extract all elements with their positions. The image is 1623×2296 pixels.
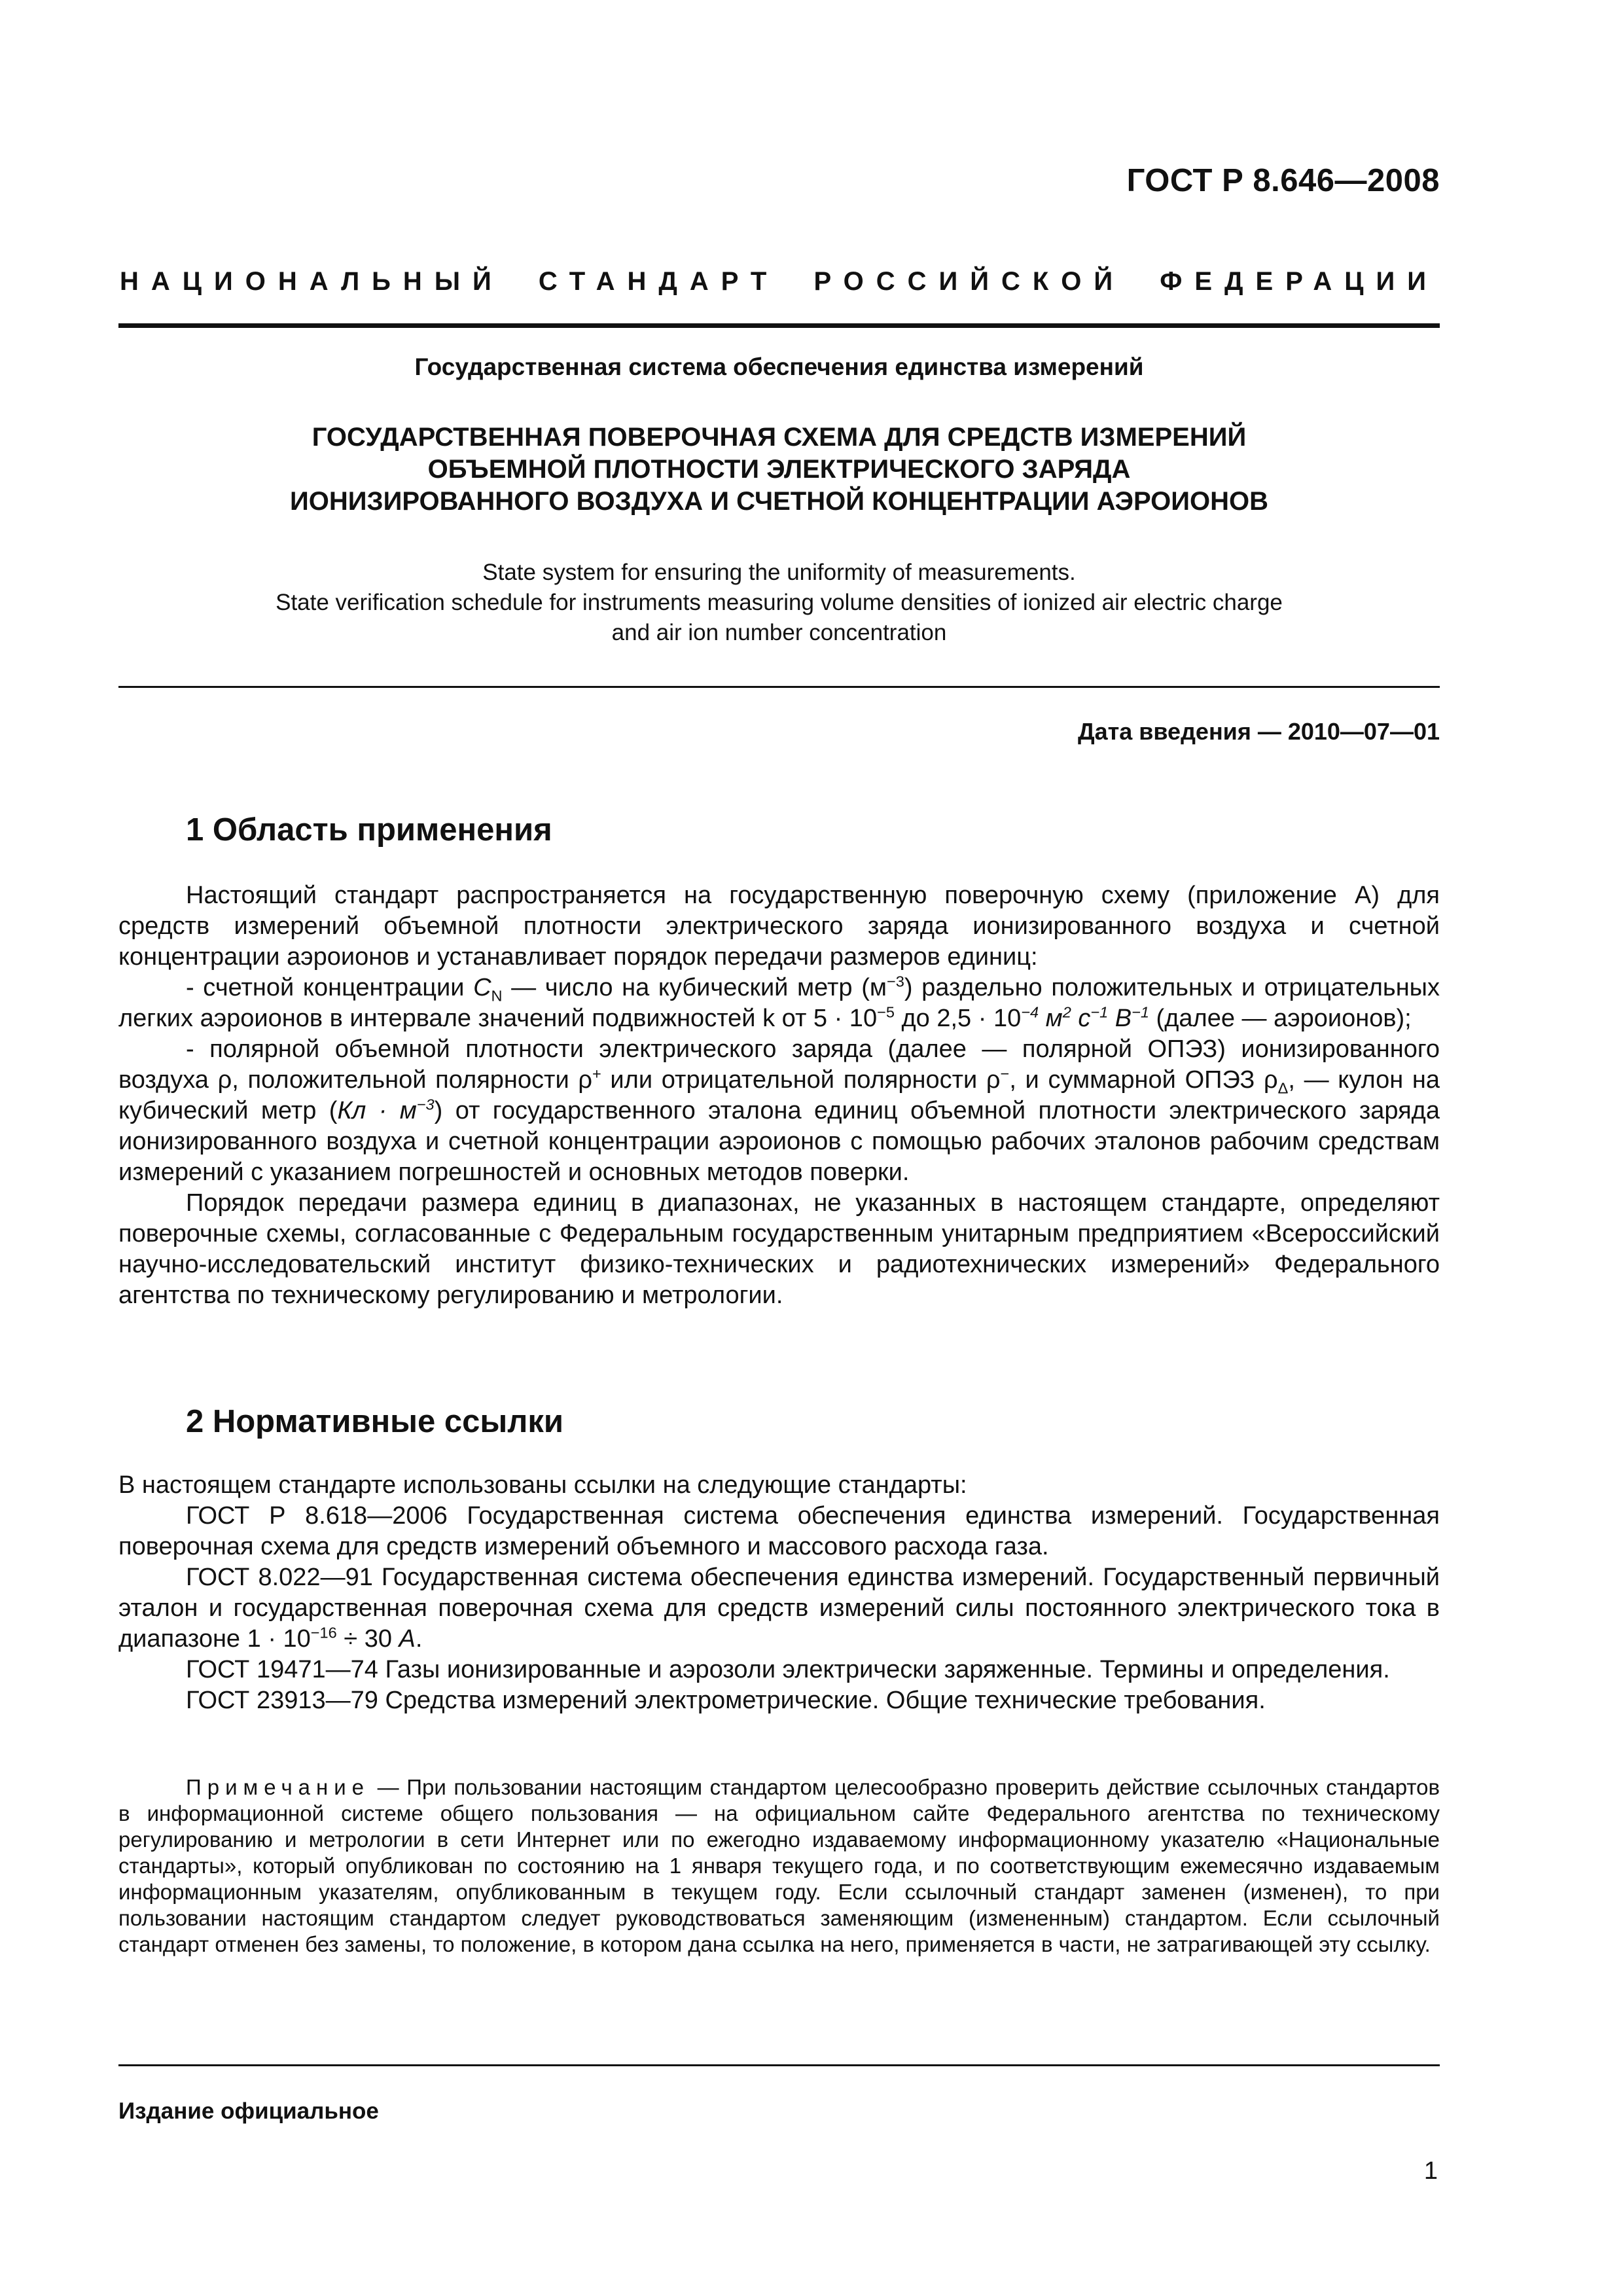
english-line: State system for ensuring the uniformity of measurements. xyxy=(482,560,1076,585)
standard-number: ГОСТ Р 8.646—2008 xyxy=(1126,163,1440,198)
introduction-date: Дата введения — 2010—07—01 xyxy=(1077,718,1440,745)
page-number: 1 xyxy=(1423,2157,1438,2185)
banner-word: НАЦИОНАЛЬНЫЙ xyxy=(120,267,504,296)
paragraph: В настоящем стандарте использованы ссылки на следующие стандарты: xyxy=(118,1471,967,1499)
document-subtitle: Государственная система обеспечения единства измерений xyxy=(414,353,1144,380)
section-1-body xyxy=(118,880,1440,1311)
normative-reference: ГОСТ Р 8.618—2006 Государственная система обеспечения единства измерений. Государственная поверочная схема для средств измерений объемного и массового расхода газа. xyxy=(118,1502,1440,1560)
official-edition-label: Издание официальное xyxy=(118,2098,379,2124)
banner-word: ФЕДЕРАЦИИ xyxy=(1160,267,1438,296)
national-standard-banner xyxy=(120,267,1438,296)
document-title xyxy=(118,422,1440,518)
note-paragraph xyxy=(118,1774,1440,1958)
english-title xyxy=(118,558,1440,648)
header-divider xyxy=(118,323,1440,328)
note-block xyxy=(118,1774,1440,1958)
normative-reference: ГОСТ 23913—79 Средства измерений электрометрические. Общие технические требования. xyxy=(186,1687,1266,1714)
footer-divider xyxy=(118,2064,1440,2066)
english-line: State verification schedule for instruments measuring volume densities of ionized air electric charge xyxy=(276,590,1283,615)
note-text: — При пользовании настоящим стандартом целесообразно проверить действие ссылочных стандартов в информационной системе общего пользования — на официальном сайте Федерального агентства по техническому регулированию и метрологии в сети Интернет или по ежегодно издаваемому информационному указателю «Национальные стандарты», который опубликован по состоянию на 1 января текущего года, и по соответствующим ежемесячно издаваемым информационным указателям, опубликованным в текущем году. Если ссылочный стандарт заменен (изменен), то при пользовании настоящим стандартом следует руководствоваться заменяющим (измененным) стандартом. Если ссылочный стандарт отменен без замены, то положение, в котором дана ссылка на него, применяется в части, не затрагивающей эту ссылку. xyxy=(118,1775,1440,1956)
title-line: ОБЪЕМНОЙ ПЛОТНОСТИ ЭЛЕКТРИЧЕСКОГО ЗАРЯДА xyxy=(427,455,1131,484)
section-1-heading: 1 Область применения xyxy=(186,812,552,848)
section-2-heading: 2 Нормативные ссылки xyxy=(186,1404,563,1439)
paragraph: Порядок передачи размера единиц в диапазонах, не указанных в настоящем стандарте, определяют поверочные схемы, согласованные с Федеральным государственным унитарным предприятием «Всероссийский научно-исследовательский институт физико-технических и радиотехнических измерений» Федерального агентства по техническому регулированию и метрологии. xyxy=(118,1189,1440,1309)
title-line: ГОСУДАРСТВЕННАЯ ПОВЕРОЧНАЯ СХЕМА ДЛЯ СРЕДСТВ ИЗМЕРЕНИЙ xyxy=(312,423,1247,452)
normative-reference: ГОСТ 8.022—91 Государственная система обеспечения единства измерений. Государственный первичный эталон и государственная поверочная схема для средств измерений силы постоянного электрического тока в диапазоне $1 \cdot 10^{-16} \div 30$ А. xyxy=(118,1564,1440,1653)
banner-word: РОССИЙСКОЙ xyxy=(813,267,1126,296)
title-divider xyxy=(118,686,1440,688)
title-line: ИОНИЗИРОВАННОГО ВОЗДУХА И СЧЕТНОЙ КОНЦЕНТРАЦИИ АЭРОИОНОВ xyxy=(290,487,1268,516)
normative-reference: ГОСТ 19471—74 Газы ионизированные и аэрозоли электрически заряженные. Термины и определения. xyxy=(186,1656,1390,1683)
list-item-count-concentration: - счетной концентрации $C_N$ — число на кубический метр $(м^{-3})$ раздельно положительных и отрицательных легких аэроионов в интервале значений подвижностей k от $5 \cdot 10^{-5}$ до $2,5 \cdot 10^{-4}$ $м^2$ $с^{-1}$ $В^{-1}$ (далее — аэроионов); xyxy=(118,973,1440,1032)
note-label: Примечание xyxy=(186,1775,370,1799)
english-line: and air ion number concentration xyxy=(611,620,947,645)
section-2-body xyxy=(118,1470,1440,1716)
paragraph: Настоящий стандарт распространяется на государственную поверочную схему (приложение А) для средств измерений объемной плотности электрического заряда ионизированного воздуха и счетной концентрации аэроионов и устанавливает порядок передачи размеров единиц: xyxy=(118,882,1440,971)
list-item-charge-density: - полярной объемной плотности электрического заряда (далее — полярной ОПЭЗ) ионизированного воздуха ρ, положительной полярности ρ+ или отрицательной полярности ρ−, и суммарной ОПЭЗ $\rho_\Delta$, — кулон на кубический метр $(Кл \cdot м^{-3})$ от государственного эталона единиц объемной плотности электрического заряда ионизированного воздуха и счетной концентрации аэроионов с помощью рабочих эталонов рабочим средствам измерений с указанием погрешностей и основных методов поверки. xyxy=(118,1035,1440,1186)
banner-word: СТАНДАРТ xyxy=(538,267,779,296)
